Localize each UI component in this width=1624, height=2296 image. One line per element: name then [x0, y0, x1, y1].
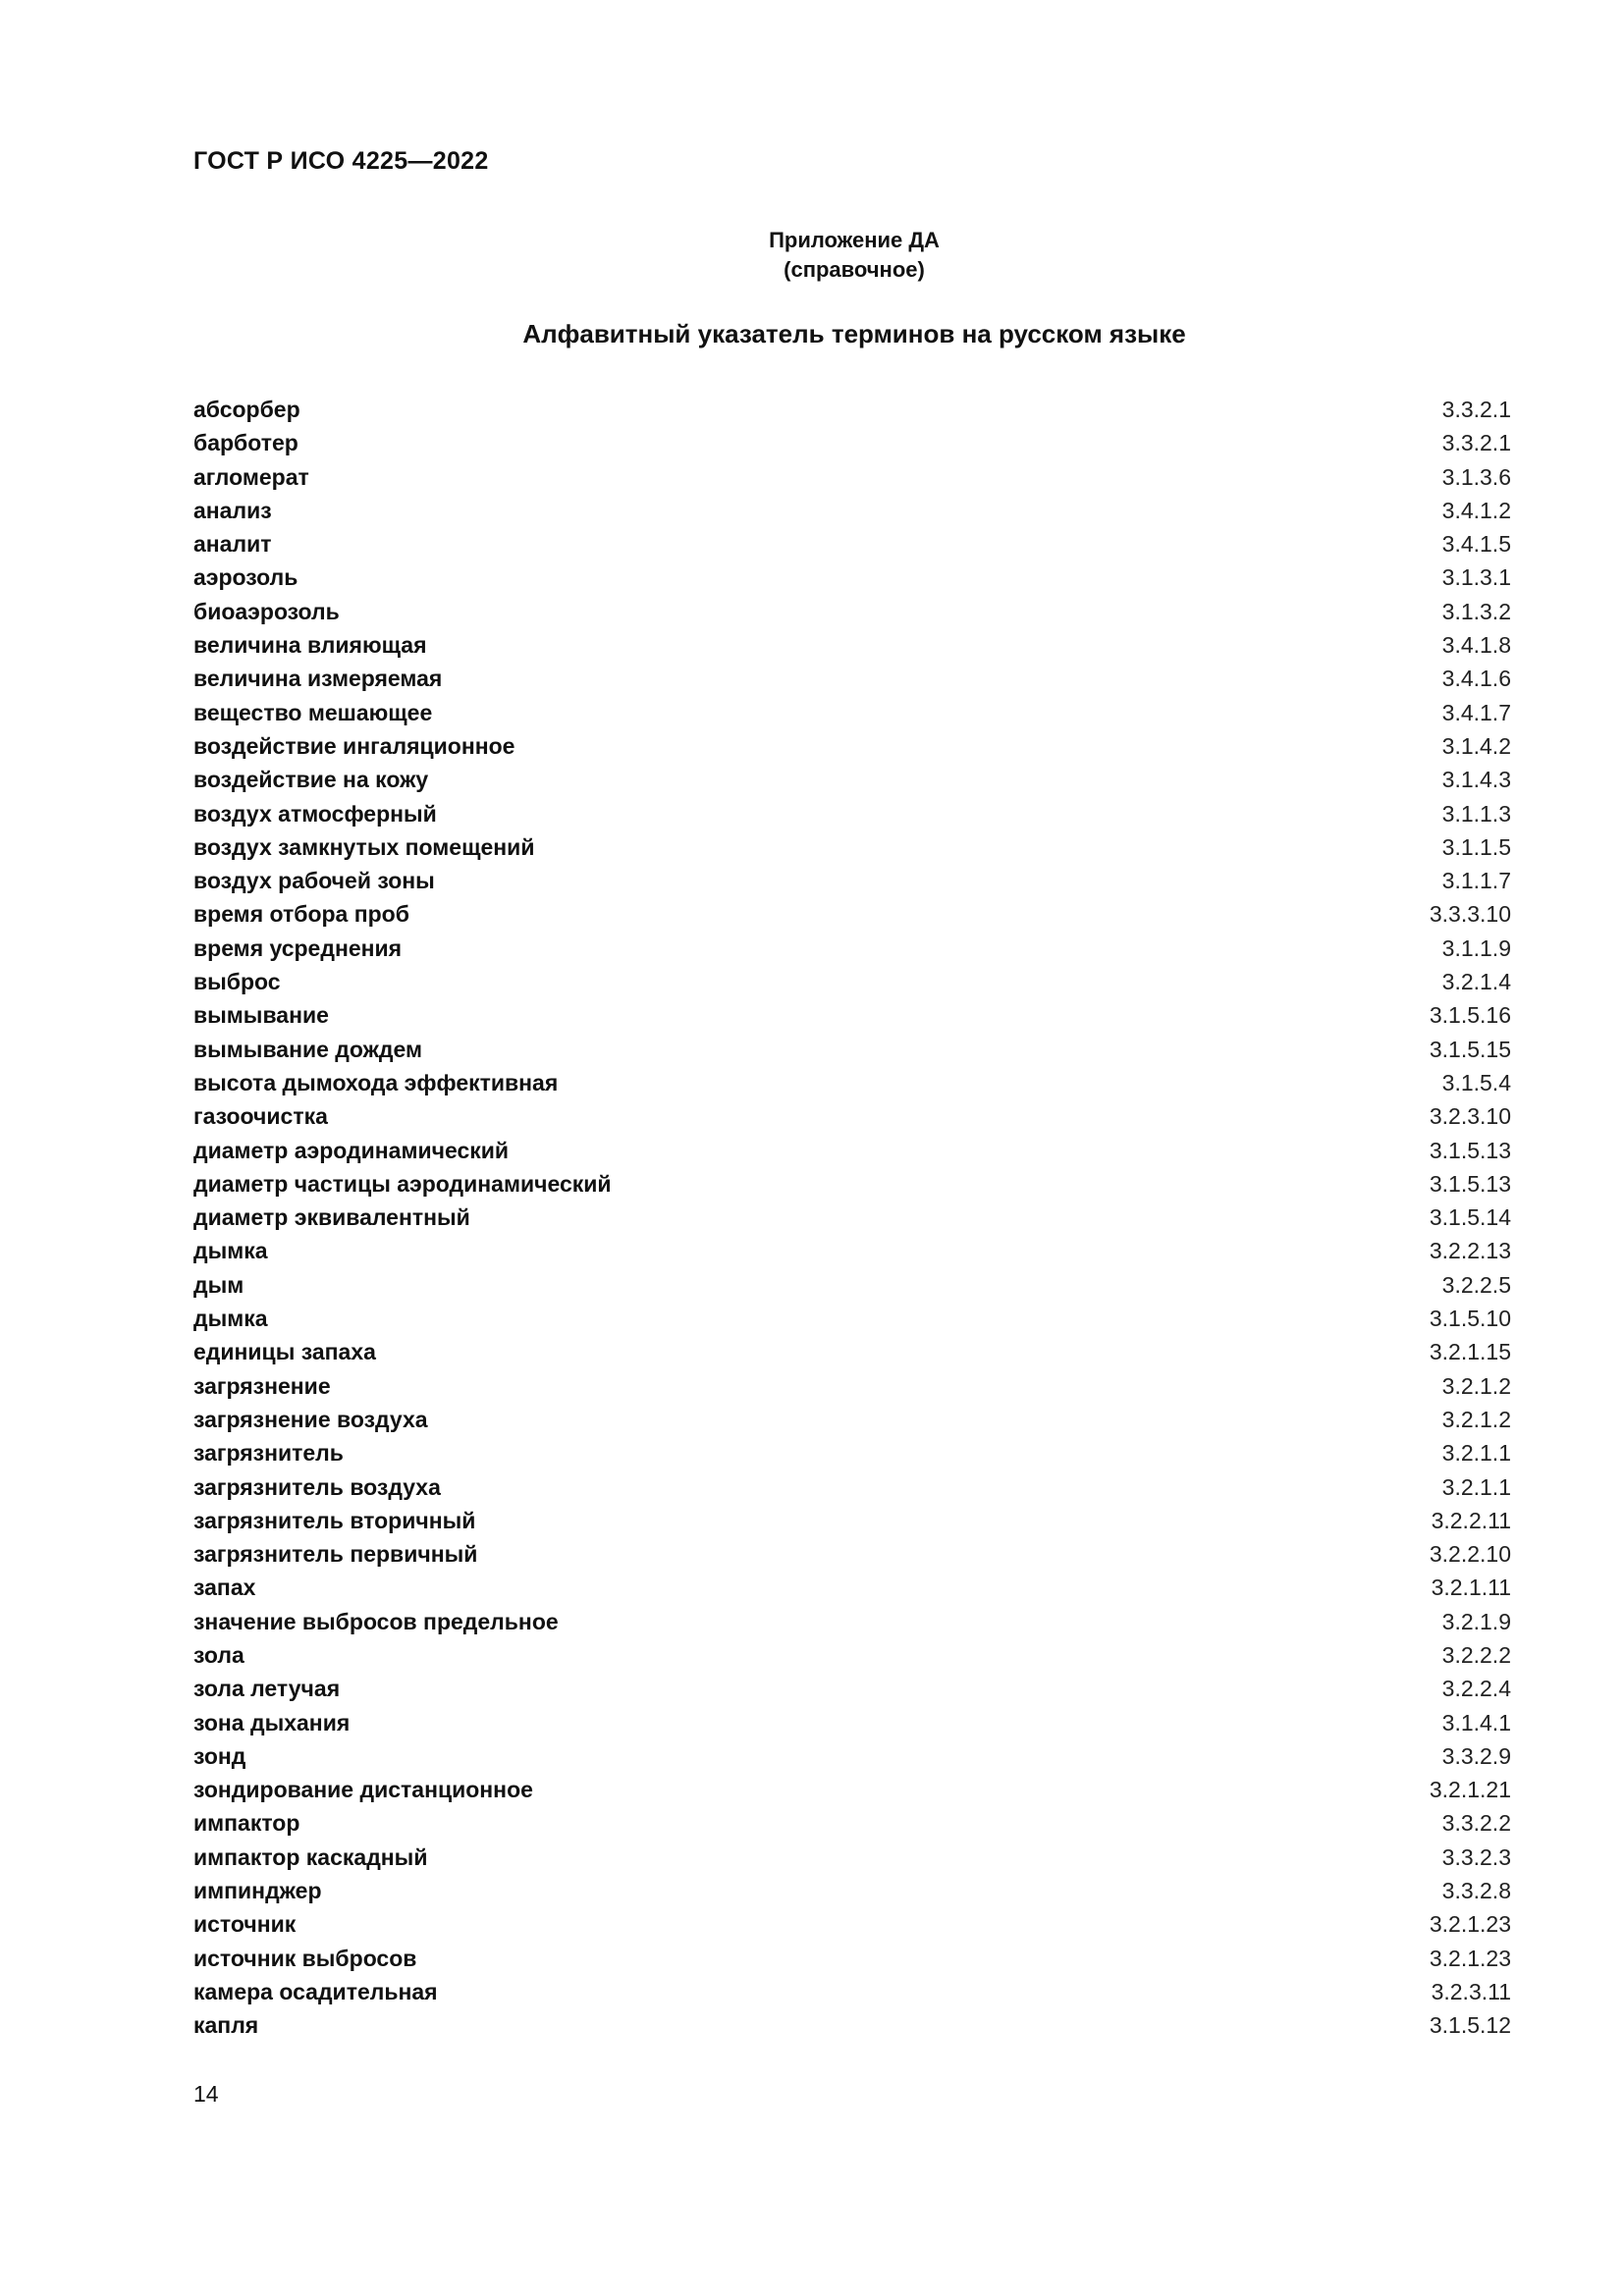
index-term: зола летучая — [193, 1676, 341, 1702]
index-term: воздействие ингаляционное — [193, 732, 515, 759]
index-term: вещество мешающее — [193, 699, 433, 725]
index-reference: 3.1.5.14 — [1429, 1204, 1511, 1231]
index-entry — [193, 1706, 1511, 1739]
index-term: импактор — [193, 1810, 300, 1837]
index-reference: 3.2.1.2 — [1441, 1406, 1511, 1432]
index-term: зонд — [193, 1742, 246, 1769]
index-entry — [193, 1167, 1511, 1201]
index-reference: 3.2.1.1 — [1441, 1473, 1511, 1500]
index-entry — [193, 763, 1511, 796]
index-term: диаметр эквивалентный — [193, 1204, 470, 1231]
index-term: воздух рабочей зоны — [193, 868, 435, 894]
index-reference: 3.1.1.5 — [1441, 833, 1511, 860]
index-entry — [193, 1201, 1511, 1234]
index-term: источник — [193, 1911, 297, 1938]
index-term: импактор каскадный — [193, 1843, 428, 1870]
index-entry — [193, 932, 1511, 965]
annex-title: Приложение ДА — [769, 228, 940, 252]
index-entry — [193, 1907, 1511, 1941]
index-reference: 3.2.1.23 — [1429, 1945, 1511, 1971]
index-reference: 3.1.1.9 — [1441, 934, 1511, 961]
index-entry — [193, 1942, 1511, 1975]
index-entry — [193, 527, 1511, 561]
index-reference: 3.2.2.13 — [1429, 1238, 1511, 1264]
index-term: камера осадительная — [193, 1978, 438, 2004]
index-term: время усреднения — [193, 934, 403, 961]
index-reference: 3.3.2.8 — [1441, 1878, 1511, 1904]
index-term: дымка — [193, 1306, 268, 1332]
index-reference: 3.1.5.12 — [1429, 2012, 1511, 2039]
index-term: импинджер — [193, 1878, 322, 1904]
index-entry — [193, 494, 1511, 527]
index-term: аналит — [193, 531, 272, 558]
index-term: абсорбер — [193, 397, 300, 422]
index-entry — [193, 1335, 1511, 1368]
index-reference: 3.2.1.15 — [1429, 1339, 1511, 1365]
index-term: капля — [193, 2012, 259, 2039]
index-entry — [193, 897, 1511, 931]
index-entry — [193, 1234, 1511, 1267]
index-reference: 3.2.2.11 — [1431, 1507, 1511, 1533]
index-reference: 3.2.1.11 — [1431, 1575, 1511, 1601]
index-term: диаметр аэродинамический — [193, 1137, 510, 1163]
index-term: зона дыхания — [193, 1709, 351, 1735]
index-entry — [193, 1504, 1511, 1537]
index-entry — [193, 965, 1511, 998]
index-reference: 3.2.1.4 — [1441, 969, 1511, 995]
page-number: 14 — [193, 2081, 219, 2107]
index-term: диаметр частицы аэродинамический — [193, 1170, 612, 1197]
index-reference: 3.3.3.10 — [1429, 901, 1511, 928]
index-reference: 3.1.5.10 — [1429, 1306, 1511, 1332]
index-entry — [193, 561, 1511, 594]
index-term: величина влияющая — [193, 632, 427, 659]
index-entry — [193, 1066, 1511, 1099]
index-reference: 3.2.2.10 — [1429, 1541, 1511, 1568]
index-reference: 3.1.3.2 — [1441, 598, 1511, 624]
document-code: ГОСТ Р ИСО 4225—2022 — [193, 147, 489, 175]
index-entry — [193, 426, 1511, 459]
index-term: загрязнитель первичный — [193, 1541, 478, 1568]
index-entry — [193, 1369, 1511, 1403]
index-entry — [193, 1537, 1511, 1571]
index-term: загрязнение — [193, 1372, 331, 1399]
index-reference: 3.1.4.1 — [1441, 1709, 1511, 1735]
index-title: Алфавитный указатель терминов на русском языке — [522, 319, 1186, 348]
index-reference: 3.1.5.4 — [1441, 1069, 1511, 1095]
index-entry — [193, 1099, 1511, 1133]
index-entry — [193, 1672, 1511, 1705]
index-reference: 3.4.1.7 — [1441, 699, 1511, 725]
index-term: величина измеряемая — [193, 666, 443, 692]
index-entry — [193, 830, 1511, 864]
index-reference: 3.1.1.7 — [1441, 868, 1511, 894]
index-entry — [193, 1773, 1511, 1806]
index-entry — [193, 1403, 1511, 1436]
index-entry — [193, 393, 1511, 426]
index-term: воздух замкнутых помещений — [193, 833, 535, 860]
index-reference: 3.2.1.1 — [1441, 1440, 1511, 1467]
index-reference: 3.1.5.16 — [1429, 1002, 1511, 1029]
index-entry — [193, 729, 1511, 763]
index-entry — [193, 797, 1511, 830]
index-reference: 3.4.1.8 — [1441, 632, 1511, 659]
index-reference: 3.1.4.2 — [1441, 732, 1511, 759]
index-reference: 3.1.5.15 — [1429, 1036, 1511, 1062]
index-entry — [193, 2008, 1511, 2042]
index-entry — [193, 696, 1511, 729]
index-reference: 3.1.1.3 — [1441, 800, 1511, 827]
index-reference: 3.1.5.13 — [1429, 1137, 1511, 1163]
index-entry — [193, 628, 1511, 662]
index-entry — [193, 998, 1511, 1032]
index-term: аэрозоль — [193, 564, 298, 591]
index-entry — [193, 864, 1511, 897]
index-term: биоаэрозоль — [193, 598, 340, 624]
index-term: источник выбросов — [193, 1945, 417, 1971]
index-reference: 3.2.3.11 — [1431, 1978, 1511, 2004]
index-reference: 3.2.2.2 — [1441, 1641, 1511, 1668]
index-term: выброс — [193, 969, 281, 995]
index-term: зола — [193, 1641, 244, 1668]
index-term: зондирование дистанционное — [193, 1777, 533, 1803]
index-reference: 3.2.1.23 — [1429, 1911, 1511, 1938]
index-entry — [193, 1874, 1511, 1907]
index-term: газоочистка — [193, 1103, 328, 1130]
index-term: время отбора проб — [193, 901, 409, 928]
index-entry — [193, 1806, 1511, 1840]
index-term: воздух атмосферный — [193, 800, 437, 827]
index-term: агломерат — [193, 463, 309, 490]
index-term: загрязнитель — [193, 1440, 344, 1467]
index-reference: 3.3.2.1 — [1441, 430, 1511, 456]
index-reference: 3.2.1.21 — [1429, 1777, 1511, 1803]
index-term: высота дымохода эффективная — [193, 1069, 559, 1095]
index-term: вымывание — [193, 1002, 329, 1029]
index-reference: 3.1.3.6 — [1441, 463, 1511, 490]
index-term: запах — [193, 1575, 256, 1601]
index-term: загрязнение воздуха — [193, 1406, 428, 1432]
index-entry — [193, 460, 1511, 494]
index-reference: 3.4.1.5 — [1441, 531, 1511, 558]
index-reference: 3.3.2.1 — [1441, 397, 1511, 422]
index-reference: 3.1.3.1 — [1441, 564, 1511, 591]
index-term: значение выбросов предельное — [193, 1608, 559, 1634]
index-term: единицы запаха — [193, 1339, 376, 1365]
index-reference: 3.2.2.4 — [1441, 1676, 1511, 1702]
index-reference: 3.3.2.9 — [1441, 1742, 1511, 1769]
index-entry — [193, 1571, 1511, 1604]
index-entry — [193, 1302, 1511, 1335]
index-reference: 3.1.5.13 — [1429, 1170, 1511, 1197]
index-reference: 3.3.2.3 — [1441, 1843, 1511, 1870]
index-term: воздействие на кожу — [193, 767, 429, 793]
index-reference: 3.2.1.9 — [1441, 1608, 1511, 1634]
index-reference: 3.4.1.2 — [1441, 497, 1511, 523]
index-reference: 3.2.2.5 — [1441, 1271, 1511, 1298]
index-entry — [193, 1841, 1511, 1874]
index-term: загрязнитель воздуха — [193, 1473, 441, 1500]
index-term: дым — [193, 1271, 244, 1298]
index-reference: 3.1.4.3 — [1441, 767, 1511, 793]
index-reference: 3.4.1.6 — [1441, 666, 1511, 692]
index-entry — [193, 595, 1511, 628]
term-index-list — [193, 393, 1511, 2043]
index-entry — [193, 1638, 1511, 1672]
index-entry — [193, 662, 1511, 695]
annex-subtitle: (справочное) — [784, 257, 925, 282]
index-reference: 3.2.1.2 — [1441, 1372, 1511, 1399]
index-entry — [193, 1134, 1511, 1167]
index-entry — [193, 1739, 1511, 1773]
index-reference: 3.3.2.2 — [1441, 1810, 1511, 1837]
index-term: барботер — [193, 430, 298, 456]
index-entry — [193, 1033, 1511, 1066]
index-entry — [193, 1470, 1511, 1504]
index-entry — [193, 1605, 1511, 1638]
index-term: загрязнитель вторичный — [193, 1507, 476, 1533]
index-entry — [193, 1436, 1511, 1469]
index-term: вымывание дождем — [193, 1036, 423, 1062]
index-term: анализ — [193, 497, 272, 523]
index-term: дымка — [193, 1238, 268, 1264]
index-reference: 3.2.3.10 — [1429, 1103, 1511, 1130]
index-entry — [193, 1268, 1511, 1302]
index-entry — [193, 1975, 1511, 2008]
